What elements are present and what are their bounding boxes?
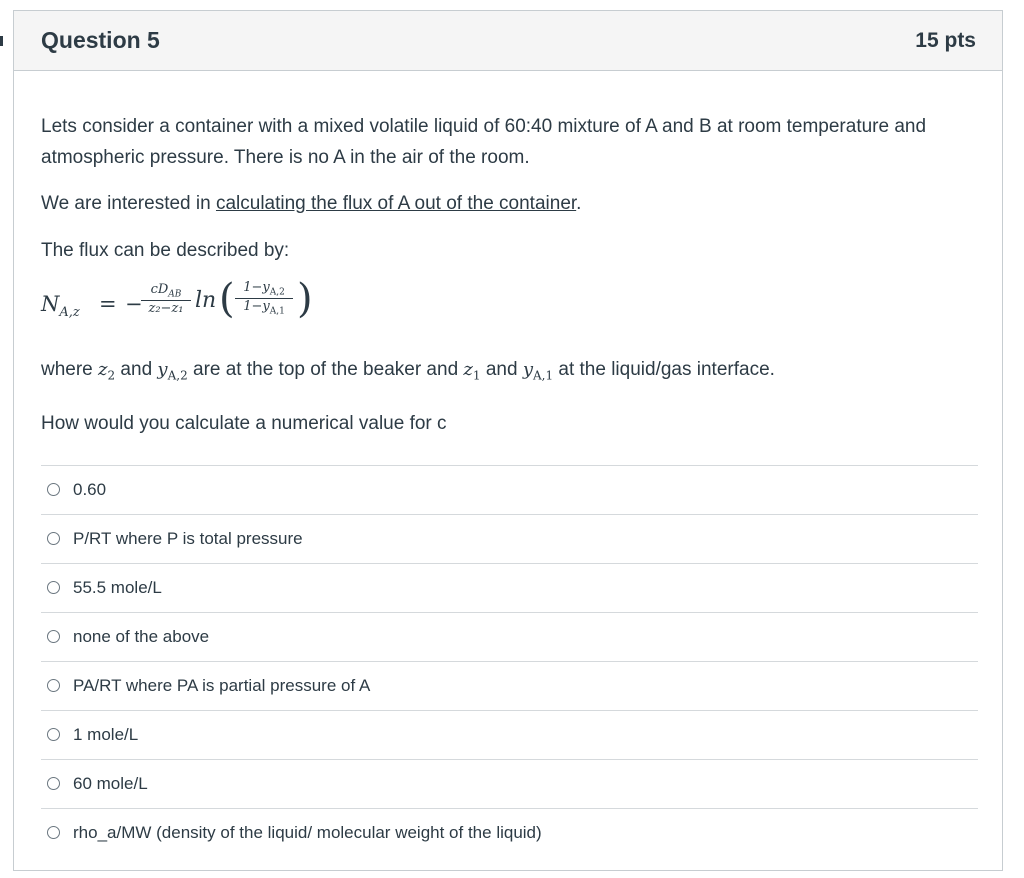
radio-button[interactable] (47, 679, 60, 692)
answer-label: PA/RT where PA is partial pressure of A (73, 675, 371, 695)
where-text-3: are at the top of the beaker and (187, 359, 464, 380)
formula-ln: ln (195, 288, 217, 313)
paragraph-2-suffix: . (576, 193, 582, 214)
where-text-5: at the liquid/gas interface. (553, 359, 775, 380)
question-title: Question 5 (41, 27, 160, 53)
answer-option[interactable] (41, 760, 978, 809)
radio-button[interactable] (47, 826, 60, 839)
fraction-2-den-sub: A,1 (269, 306, 285, 317)
radio-button[interactable] (47, 777, 60, 790)
question-paragraph-3: The flux can be described by: (41, 240, 290, 261)
fraction-1-num-sub: AB (168, 289, 182, 300)
radio-button[interactable] (47, 581, 60, 594)
question-card (13, 10, 1003, 871)
formula-equals: = (99, 292, 117, 316)
paragraph-2-underlined: calculating the flux of A out of the container (215, 193, 577, 214)
formula-lhs (41, 292, 80, 320)
formula-minus: − (125, 292, 143, 316)
answer-label: 0.60 (73, 479, 107, 499)
question-paragraph-1: Lets consider a container with a mixed volatile liquid of 60:40 mixture of A and B at room temperature and atmospheric pressure. There is no A in the air of the room. (41, 116, 927, 168)
answer-label: 60 mole/L (73, 773, 148, 793)
formula-right-paren: ) (297, 276, 313, 322)
fraction-2-num-text: 1−y (243, 280, 270, 295)
answer-label: none of the above (73, 626, 210, 646)
fraction-2-num-sub: A,2 (269, 287, 285, 298)
var-ya1 (522, 359, 554, 383)
answer-option[interactable] (41, 613, 978, 662)
answer-option[interactable] (41, 809, 978, 857)
question-paragraph-2 (41, 188, 976, 219)
formula-fraction-2 (235, 280, 293, 316)
radio-button[interactable] (47, 532, 60, 545)
answer-option[interactable] (41, 662, 978, 711)
radio-button[interactable] (47, 728, 60, 741)
fraction-2-numerator (235, 280, 293, 299)
answer-option[interactable] (41, 466, 978, 515)
var-z2 (98, 359, 116, 383)
var-z2-sub: 2 (107, 368, 116, 383)
formula-fraction-1 (141, 282, 191, 316)
var-ya2-sub: A,2 (167, 368, 188, 383)
formula-lhs-sub: A,z (59, 305, 80, 321)
where-text-4: and (480, 359, 523, 380)
var-ya2-symbol: y (157, 359, 168, 380)
fraction-2-denominator (235, 299, 293, 317)
fraction-1-denominator: z₂−z₁ (148, 300, 184, 316)
var-z1 (463, 359, 481, 383)
radio-button[interactable] (47, 630, 60, 643)
formula-explanation (41, 354, 976, 392)
question-prompt: How would you calculate a numerical value for c (41, 412, 447, 434)
var-z2-symbol: z (98, 359, 108, 380)
question-header (14, 11, 1002, 71)
var-ya1-symbol: y (522, 359, 533, 380)
where-text-2: and (115, 359, 158, 380)
var-ya2 (157, 359, 188, 383)
radio-button[interactable] (47, 483, 60, 496)
answer-option[interactable] (41, 711, 978, 760)
var-z1-symbol: z (463, 359, 473, 380)
answer-option[interactable] (41, 515, 978, 564)
question-body (14, 71, 1002, 857)
var-ya1-sub: A,1 (532, 368, 554, 383)
left-edge-marker (0, 36, 3, 46)
var-z1-sub: 1 (472, 368, 481, 383)
answer-list (41, 465, 978, 857)
answer-label: 55.5 mole/L (73, 577, 162, 597)
formula-left-paren: ( (219, 276, 235, 322)
fraction-1-numerator (141, 282, 191, 301)
answer-option[interactable] (41, 564, 978, 613)
answer-label: rho_a/MW (density of the liquid/ molecular weight of the liquid) (73, 822, 542, 842)
fraction-2-den-text: 1−y (243, 298, 270, 314)
question-points: 15 pts (915, 28, 976, 52)
flux-formula (41, 276, 976, 332)
where-text-1: where (41, 359, 99, 380)
answer-label: 1 mole/L (73, 724, 139, 744)
fraction-1-num-text: cD (150, 282, 169, 297)
answer-label: P/RT where P is total pressure (73, 528, 303, 548)
paragraph-2-prefix: We are interested in (41, 193, 216, 214)
formula-lhs-symbol: N (41, 292, 60, 316)
